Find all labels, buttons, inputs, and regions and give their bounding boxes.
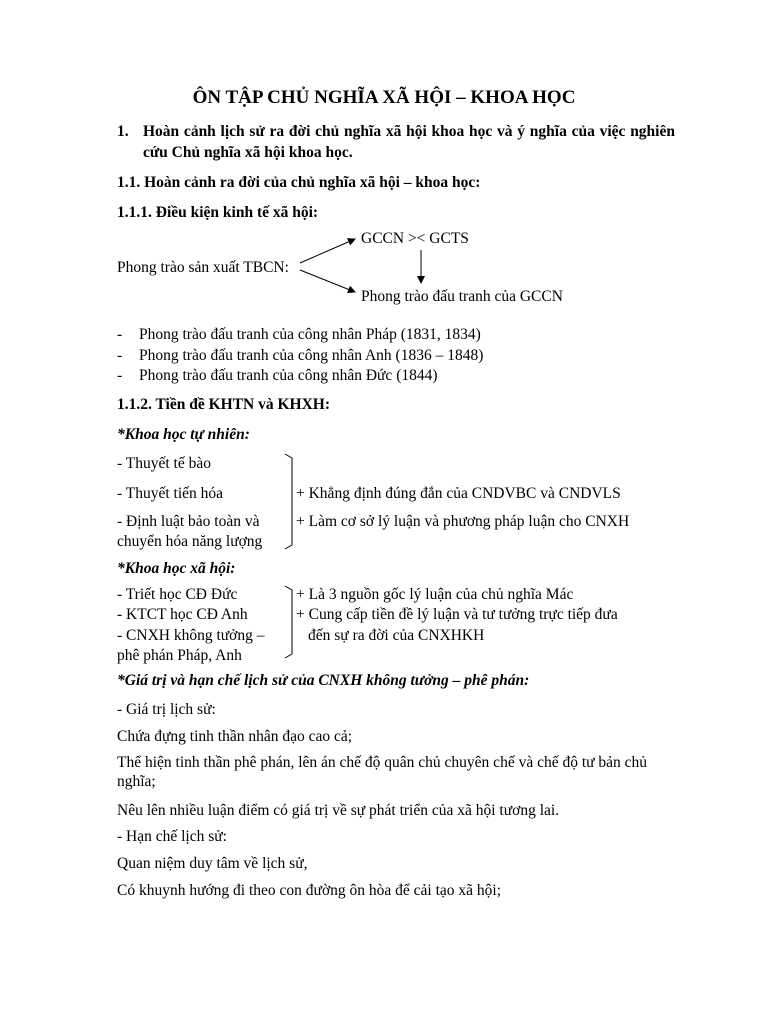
page-title: ÔN TẬP CHỦ NGHĨA XÃ HỘI – KHOA HỌC (192, 87, 576, 108)
values-label: - Giá trị lịch sử: (117, 701, 216, 718)
section-1-heading (117, 122, 675, 164)
arrow-up-line (300, 239, 355, 263)
social-science-item: - Triết học CĐ Đức (117, 586, 238, 603)
social-science-item: phê phán Pháp, Anh (117, 647, 242, 664)
social-science-result: + Cung cấp tiền đề lý luận và tư tưởng trực tiếp đưa (296, 606, 618, 623)
natural-science-item: - Thuyết tế bào (117, 455, 211, 472)
social-science-heading: *Khoa học xã hội: (117, 560, 236, 577)
section-1-1-2-heading: 1.1.2. Tiền đề KHTN và KHXH: (117, 396, 331, 413)
limits-item: Quan niệm duy tâm về lịch sử, (117, 855, 308, 872)
natural-science-result: + Khẳng định đúng đắn của CNDVBC và CNDVLS (296, 485, 621, 502)
bracket-natural-science-path (285, 454, 292, 549)
section-1-1-1-heading: 1.1.1. Điều kiện kinh tế xã hội: (117, 204, 319, 221)
social-science-item: - CNXH không tưởng – (117, 627, 265, 644)
natural-science-item: chuyển hóa năng lượng (117, 533, 263, 550)
values-limits-heading: *Giá trị và hạn chế lịch sử của CNXH không tưởng – phê phán: (117, 672, 530, 689)
natural-science-result: + Làm cơ sở lý luận và phương pháp luận cho CNXH (296, 513, 630, 530)
social-science-result: + Là 3 nguồn gốc lý luận của chủ nghĩa Mác (296, 586, 574, 603)
limits-item: Có khuynh hướng đi theo con đường ôn hòa để cải tạo xã hội; (117, 882, 502, 899)
limits-label: - Hạn chế lịch sử: (117, 828, 227, 845)
diagram-top-label: GCCN >< GCTS (361, 230, 469, 247)
natural-science-heading: *Khoa học tự nhiên: (117, 426, 250, 443)
section-1-number: 1. (117, 123, 129, 140)
natural-science-item: - Định luật bảo toàn và (117, 513, 260, 530)
arrow-down-line (300, 270, 355, 292)
natural-science-item: - Thuyết tiến hóa (117, 485, 224, 502)
list-item: - Phong trào đấu tranh của công nhân Đức (1844) (117, 367, 438, 384)
section-1-text: Hoàn cảnh lịch sử ra đời chủ nghĩa xã hội khoa học và ý nghĩa của việc nghiên cứu Chủ nghĩa xã hội khoa học. (143, 123, 675, 161)
diagram-source-label: Phong trào sản xuất TBCN: (117, 259, 289, 276)
bracket-social-science-path (285, 586, 292, 658)
list-item: - Phong trào đấu tranh của công nhân Pháp (1831, 1834) (117, 326, 481, 343)
values-item: Chứa đựng tinh thần nhân đạo cao cả; (117, 728, 353, 745)
list-item: - Phong trào đấu tranh của công nhân Anh (1836 – 1848) (117, 347, 484, 364)
values-item: Thể hiện tinh thần phê phán, lên án chế độ quân chủ chuyên chế và chế độ tư bản chủ nghĩa; (117, 754, 648, 791)
section-1-1-heading: 1.1. Hoàn cảnh ra đời của chủ nghĩa xã hội – khoa học: (117, 174, 481, 191)
social-science-item: - KTCT học CĐ Anh (117, 606, 248, 623)
social-science-result: đến sự ra đời của CNXHKH (308, 627, 485, 644)
diagram-bottom-label: Phong trào đấu tranh của GCCN (361, 288, 563, 305)
values-item: Nêu lên nhiều luận điểm có giá trị về sự phát triển của xã hội tương lai. (117, 802, 560, 819)
